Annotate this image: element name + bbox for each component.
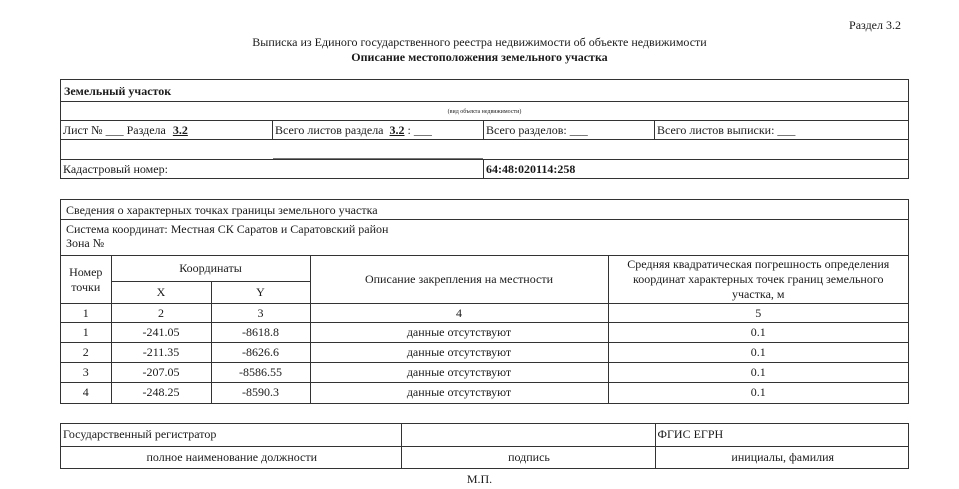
point-x: -248.25 <box>111 383 211 403</box>
underline-divider <box>273 158 483 159</box>
sheet-number-label: Лист № ___ Раздела <box>63 123 166 137</box>
cadastral-number-cell <box>484 160 908 178</box>
total-extract-sheets-cell <box>655 121 908 139</box>
registrar-position: Государственный регистратор <box>61 424 401 446</box>
point-description: данные отсутствуют <box>310 363 608 383</box>
table-row <box>61 323 908 343</box>
point-number: 1 <box>61 323 111 343</box>
col-number: 5 <box>608 304 908 323</box>
signature-values-row <box>61 424 908 446</box>
point-y: -8618.8 <box>211 323 310 343</box>
sheets-row <box>61 121 908 140</box>
point-description: данные отсутствуют <box>310 343 608 363</box>
table-header-row <box>61 256 908 282</box>
point-y: -8586.55 <box>211 363 310 383</box>
point-error: 0.1 <box>608 323 908 343</box>
object-info-box <box>60 79 909 179</box>
coord-system: Система координат: Местная СК Саратов и Саратовский район <box>66 222 389 236</box>
point-number: 4 <box>61 383 111 403</box>
object-type-row <box>61 80 908 102</box>
sheet-number-cell <box>61 121 273 139</box>
empty-row <box>61 140 908 160</box>
table-row <box>61 363 908 383</box>
object-type-caption-row <box>61 102 908 121</box>
column-numbers-row <box>61 304 908 323</box>
col-number: 2 <box>111 304 211 323</box>
header-coords: Координаты <box>111 256 310 282</box>
point-error: 0.1 <box>608 383 908 403</box>
stamp-place: М.П. <box>466 472 493 486</box>
point-number: 3 <box>61 363 111 383</box>
zone: Зона № <box>66 236 105 250</box>
signature-captions-row <box>61 446 908 468</box>
total-sheets-label: Всего листов раздела <box>275 123 384 137</box>
table-row <box>61 343 908 363</box>
point-x: -211.35 <box>111 343 211 363</box>
point-description: данные отсутствуют <box>310 383 608 403</box>
header-number: Номер точки <box>61 256 111 304</box>
signature-box <box>60 423 909 469</box>
cadastral-label-cell <box>61 160 484 178</box>
total-sheets-value: 3.2 <box>389 123 405 137</box>
signature-table <box>61 424 908 468</box>
point-x: -241.05 <box>111 323 211 343</box>
point-error: 0.1 <box>608 363 908 383</box>
total-sheets-suffix: : ___ <box>407 123 432 137</box>
cadastral-row <box>61 160 908 178</box>
col-number: 1 <box>61 304 111 323</box>
section-label: Раздел 3.2 <box>849 18 901 32</box>
document-title: Выписка из Единого государственного реестра недвижимости об объекте недвижимости <box>252 35 707 49</box>
header-error: Средняя квадратическая погрешность определения координат характерных точек границ земельного участка, м <box>608 256 908 304</box>
point-number: 2 <box>61 343 111 363</box>
point-y: -8590.3 <box>211 383 310 403</box>
position-caption: полное наименование должности <box>61 446 401 468</box>
registrar-org: ФГИС ЕГРН <box>655 424 908 446</box>
name-caption: инициалы, фамилия <box>655 446 908 468</box>
total-extract-sheets: Всего листов выписки: ___ <box>657 123 796 137</box>
document-subtitle: Описание местоположения земельного участка <box>351 50 608 64</box>
points-table <box>61 255 908 403</box>
point-y: -8626.6 <box>211 343 310 363</box>
point-error: 0.1 <box>608 343 908 363</box>
boundary-points-box <box>60 199 909 404</box>
total-sections: Всего разделов: ___ <box>486 123 588 137</box>
object-type-caption: (вид объекта недвижимости) <box>447 109 522 115</box>
header-x: X <box>111 282 211 304</box>
points-title-row <box>61 200 908 220</box>
signature-cell <box>401 424 655 446</box>
cadastral-number: 64:48:020114:258 <box>486 162 576 176</box>
total-sections-cell <box>484 121 655 139</box>
point-x: -207.05 <box>111 363 211 383</box>
header-description: Описание закрепления на местности <box>310 256 608 304</box>
points-table-wrap <box>61 255 908 403</box>
total-sheets-cell <box>273 121 484 139</box>
col-number: 3 <box>211 304 310 323</box>
cadastral-label: Кадастровый номер: <box>63 162 168 176</box>
header-y: Y <box>211 282 310 304</box>
coord-system-block <box>66 222 388 250</box>
table-row <box>61 383 908 403</box>
points-title: Сведения о характерных точках границы земельного участка <box>66 203 378 217</box>
sheet-section-value: 3.2 <box>172 123 188 137</box>
col-number: 4 <box>310 304 608 323</box>
point-description: данные отсутствуют <box>310 323 608 343</box>
object-type: Земельный участок <box>64 84 172 98</box>
signature-caption: подпись <box>401 446 655 468</box>
